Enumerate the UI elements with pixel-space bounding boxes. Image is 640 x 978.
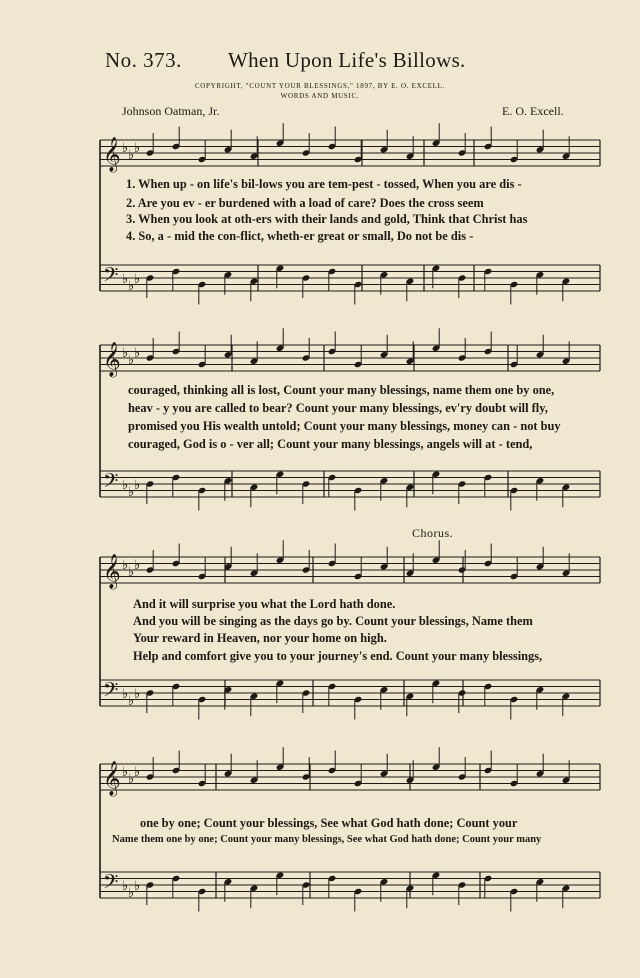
flat-sign: ♭ [122,879,129,894]
chorus-label: Chorus. [412,526,454,540]
flat-sign: ♭ [134,879,141,894]
flat-sign: ♭ [128,353,135,368]
flat-sign: ♭ [134,765,141,780]
treble-clef: 𝄞 [103,761,121,796]
lyric-line: Name them one by one; Count your many blessings, See what God hath done; Count your many [112,834,542,845]
lyric-line: heav - y you are called to bear? Count your many blessings, ev'ry doubt will fly, [128,401,548,415]
credits-subtitle: WORDS AND MUSIC. [280,92,360,100]
lyric-line: couraged, thinking all is lost, Count your many blessings, name them one by one, [128,383,555,397]
flat-sign: ♭ [122,558,129,573]
hymn-number: No. 373. [105,48,182,72]
flat-sign: ♭ [134,558,141,573]
lyric-line: promised you His wealth untold; Count your many blessings, money can - not buy [128,419,561,433]
flat-sign: ♭ [122,141,129,156]
flat-sign: ♭ [134,687,141,702]
lyric-line: one by one; Count your blessings, See what God hath done; Count your [140,816,518,830]
flat-sign: ♭ [134,272,141,287]
lyric-line: 2. Are you ev - er burdened with a load of care? Does the cross seem [126,196,484,210]
bass-clef: 𝄢 [103,469,119,497]
treble-clef: 𝄞 [103,137,121,172]
flat-sign: ♭ [128,694,135,709]
hymn-title: When Upon Life's Billows. [228,48,466,72]
lyric-line: And you will be singing as the days go by. Count your blessings, Name them [133,614,533,628]
treble-clef: 𝄞 [103,342,121,377]
flat-sign: ♭ [128,886,135,901]
copyright-notice: COPYRIGHT, "COUNT YOUR BLESSINGS," 1897, BY E. O. EXCELL. [194,82,446,90]
lyric-line: Your reward in Heaven, nor your home on high. [133,631,387,645]
lyric-line: Help and comfort give you to your journey's end. Count your many blessings, [133,649,543,663]
composer-credit: E. O. Excell. [502,104,564,118]
flat-sign: ♭ [134,478,141,493]
flat-sign: ♭ [122,687,129,702]
lyric-line: 4. So, a - mid the con-flict, wheth-er great or small, Do not be dis - [126,229,474,243]
lyric-line: And it will surprise you what the Lord hath done. [133,597,396,611]
flat-sign: ♭ [122,765,129,780]
lyricist-credit: Johnson Oatman, Jr. [122,104,220,118]
bass-clef: 𝄢 [103,678,119,706]
flat-sign: ♭ [134,141,141,156]
lyric-line: 1. When up - on life's bil-lows you are tem-pest - tossed, When you are dis - [126,177,522,191]
flat-sign: ♭ [122,272,129,287]
lyric-line: couraged, God is o - ver all; Count your many blessings, angels will at - tend, [128,437,533,451]
bass-clef: 𝄢 [103,263,119,291]
flat-sign: ♭ [128,485,135,500]
bass-clef: 𝄢 [103,870,119,898]
treble-clef: 𝄞 [103,554,121,589]
flat-sign: ♭ [128,279,135,294]
lyric-line: 3. When you look at oth-ers with their lands and gold, Think that Christ has [126,212,528,226]
flat-sign: ♭ [134,346,141,361]
flat-sign: ♭ [122,346,129,361]
flat-sign: ♭ [128,565,135,580]
flat-sign: ♭ [128,148,135,163]
flat-sign: ♭ [122,478,129,493]
flat-sign: ♭ [128,772,135,787]
